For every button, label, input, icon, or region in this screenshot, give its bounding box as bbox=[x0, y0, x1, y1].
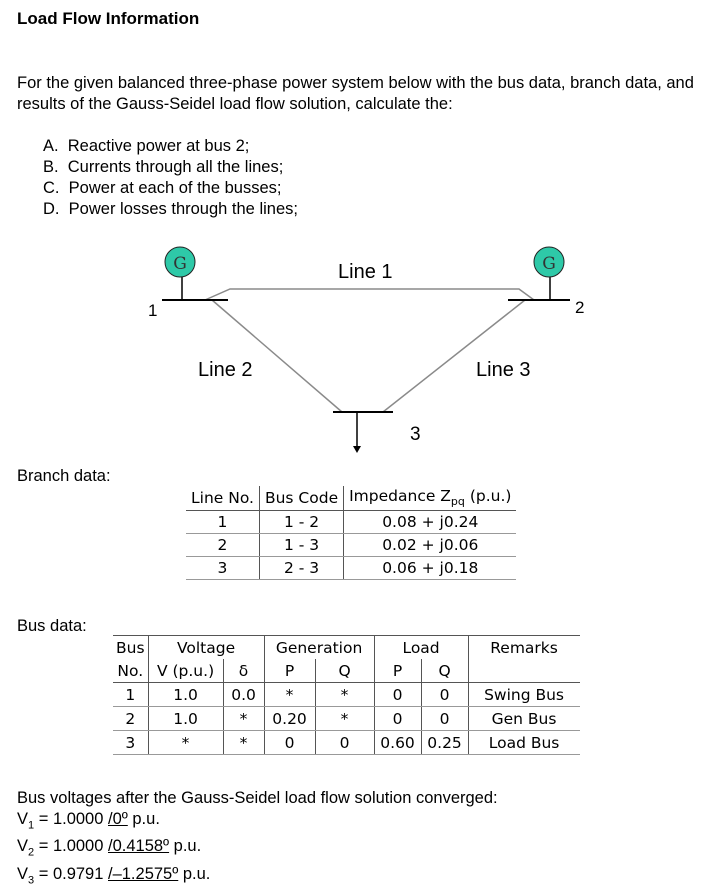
branch-data-table: Line No. Bus Code Impedance $Z_{pq}$ (p.u.) 1 1 - 2 0.08 + j0.24 2 1 - 3 0.02 + j0.06 3 2 - 3 0.06 + j0.18 bbox=[186, 486, 516, 580]
list-item: B. Currents through all the lines; bbox=[43, 158, 284, 176]
results-section bbox=[17, 788, 498, 891]
voltage-v3: $V_3 = 0.9791$ /–1.2575º p.u. bbox=[17, 864, 211, 886]
list-item: C. Power at each of the busses; bbox=[43, 179, 282, 197]
bus-data-table: Bus Voltage Generation Load Remarks No. V (p.u.) δ P Q P Q 1 1.0 0.0 * * 0 0 Swing Bus 2 1.0 * 0.20 * 0 0 Gen Bus 3 * * 0 0 0.60 0.25 Load Bus bbox=[113, 635, 580, 755]
generator-1-icon bbox=[165, 247, 195, 300]
list-item: D. Power losses through the lines; bbox=[43, 200, 298, 218]
svg-text:G: G bbox=[542, 254, 556, 274]
intro-paragraph: For the given balanced three-phase power system below with the bus data, branch data, and results of the Gauss-Seidel load flow solution, calculate the: bbox=[17, 74, 694, 113]
table-row: 2 1 - 3 0.02 + j0.06 bbox=[186, 534, 516, 557]
line-2 bbox=[212, 300, 342, 412]
svg-text:G: G bbox=[173, 254, 187, 274]
table-row: 3 * * 0 0 0.60 0.25 Load Bus bbox=[113, 731, 580, 755]
bus-data-label: Bus data: bbox=[17, 617, 87, 635]
table-row: 2 1.0 * 0.20 * 0 0 Gen Bus bbox=[113, 707, 580, 731]
list-item: A. Reactive power at bus 2; bbox=[43, 137, 250, 155]
results-intro: Bus voltages after the Gauss-Seidel load flow solution converged: bbox=[17, 789, 498, 807]
line-2-label: Line 2 bbox=[198, 359, 253, 381]
bus-1-label: 1 bbox=[148, 301, 158, 320]
table-row: 1 1.0 0.0 * * 0 0 Swing Bus bbox=[113, 683, 580, 707]
page-title: Load Flow Information bbox=[17, 9, 200, 28]
table-row: 3 2 - 3 0.06 + j0.18 bbox=[186, 557, 516, 580]
voltage-v2: $V_2 = 1.0000$ /0.4158º p.u. bbox=[17, 837, 202, 859]
generator-2-icon bbox=[534, 247, 564, 300]
line-3 bbox=[383, 300, 525, 412]
question-list bbox=[43, 136, 298, 220]
power-system-diagram bbox=[0, 240, 720, 465]
branch-data-label: Branch data: bbox=[17, 467, 111, 485]
line-3-label: Line 3 bbox=[476, 359, 531, 381]
bus-3-label: 3 bbox=[410, 424, 421, 445]
table-row: 1 1 - 2 0.08 + j0.24 bbox=[186, 511, 516, 534]
line-1-label: Line 1 bbox=[338, 261, 393, 283]
voltage-v1: $V_1 = 1.0000$ /0º p.u. bbox=[17, 810, 160, 832]
line-1 bbox=[205, 289, 534, 300]
bus-2-label: 2 bbox=[575, 298, 585, 317]
